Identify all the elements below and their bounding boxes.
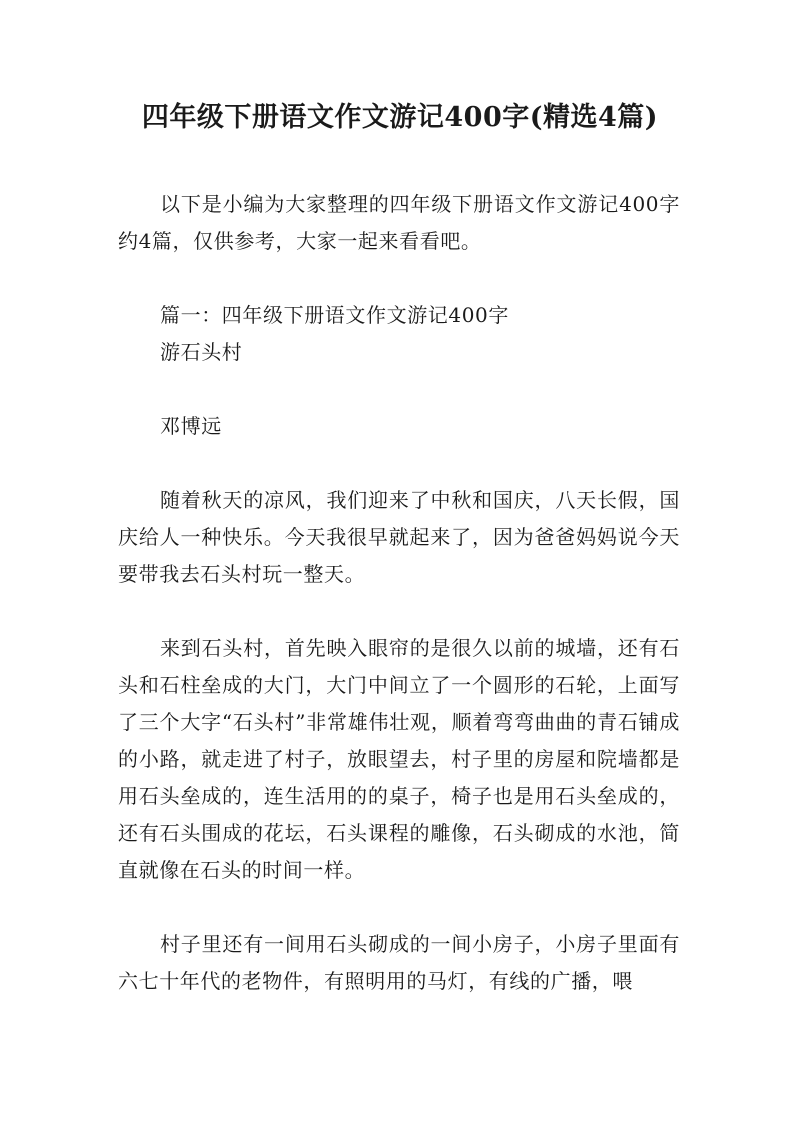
body-paragraph-2: 来到石头村，首先映入眼帘的是很久以前的城墙，还有石头和石柱垒成的大门，大门中间立了一个圆形的石轮，上面写了三个大字“石头村”非常雄伟壮观，顺着弯弯曲曲的青石铺成的小路，就走进了村子，放眼望去，村子里的房屋和院墙都是用石头垒成的，连生活用的的桌子，椅子也是用石头垒成的，还有石头围成的花坛，石头课程的雕像，石头砌成的水池，简直就像在石头的时间一样。 [118,636,680,882]
author-name: 邓博远 [160,414,222,438]
intro-paragraph: 以下是小编为大家整理的四年级下册语文作文游记400字约4篇，仅供参考，大家一起来看看吧。 [118,192,680,253]
body-paragraph-1: 随着秋天的凉风，我们迎来了中秋和国庆，八天长假，国庆给人一种快乐。今天我很早就起来了，因为爸爸妈妈说今天要带我去石头村玩一整天。 [118,488,680,586]
essay-title: 游石头村 [160,340,243,364]
body-paragraph-3: 村子里还有一间用石头砌成的一间小房子，小房子里面有六七十年代的老物件，有照明用的马灯，有线的广播，喂 [118,932,680,993]
document-title: 四年级下册语文作文游记400字(精选4篇) [141,102,659,133]
section-heading: 篇一：四年级下册语文作文游记400字 [160,303,509,327]
